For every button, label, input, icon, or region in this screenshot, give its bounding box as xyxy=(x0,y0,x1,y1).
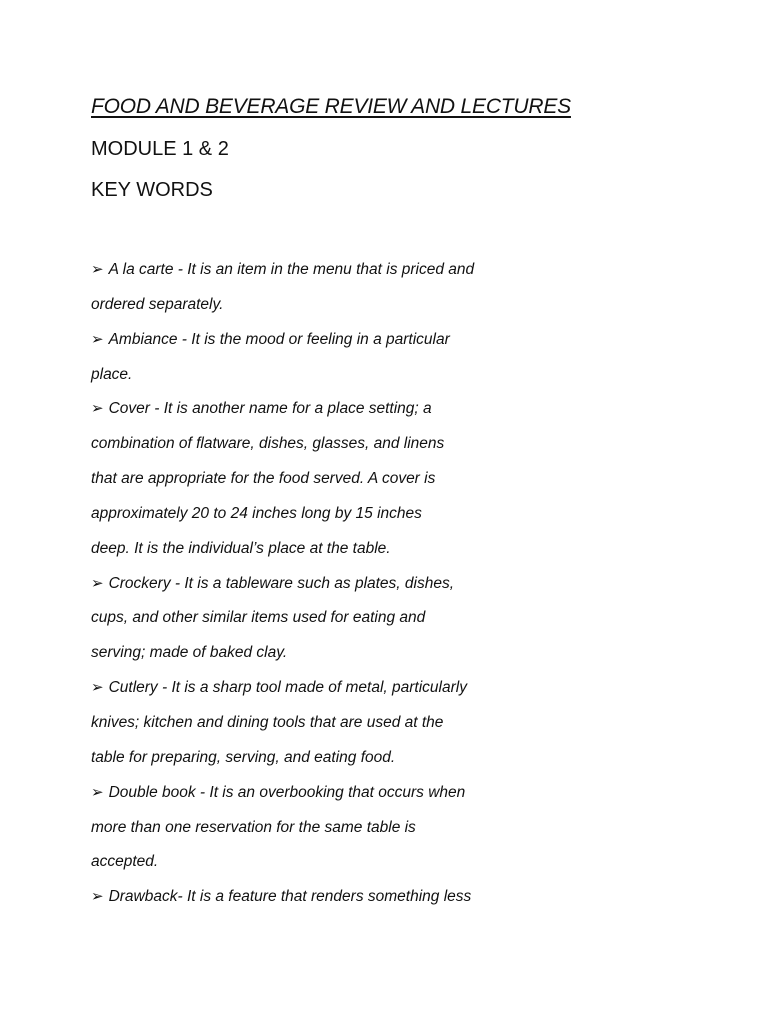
definition-line xyxy=(91,293,691,328)
definition-line-bullet xyxy=(91,328,691,363)
arrow-bullet-icon: ➢ xyxy=(91,679,104,697)
definition-text: place. xyxy=(91,365,133,383)
definition-line xyxy=(91,606,691,641)
definition-line xyxy=(91,537,691,572)
definition-line xyxy=(91,641,691,676)
definition-text: Double book - It is an overbooking that occurs when xyxy=(108,783,466,801)
definition-line-bullet xyxy=(91,258,691,293)
definition-text: knives; kitchen and dining tools that are used at the xyxy=(91,713,444,731)
definition-text: deep. It is the individual’s place at the table. xyxy=(91,539,391,557)
definition-text: combination of flatware, dishes, glasses, and linens xyxy=(91,435,445,453)
definition-line xyxy=(91,746,691,781)
arrow-bullet-icon: ➢ xyxy=(91,574,104,592)
definition-line xyxy=(91,432,691,467)
definition-text: ordered separately. xyxy=(91,295,224,313)
definition-line-bullet xyxy=(91,572,691,607)
arrow-bullet-icon: ➢ xyxy=(91,330,104,348)
definition-text: Crockery - It is a tableware such as plates, dishes, xyxy=(108,574,455,592)
keyword-definitions xyxy=(91,258,691,920)
definition-text: accepted. xyxy=(91,853,159,871)
definition-line-bullet xyxy=(91,397,691,432)
definition-text: A la carte - It is an item in the menu that is priced and xyxy=(108,261,475,278)
definition-text: that are appropriate for the food served. A cover is xyxy=(91,470,436,488)
definition-text: approximately 20 to 24 inches long by 15 inches xyxy=(91,504,422,522)
definition-text: Cutlery - It is a sharp tool made of metal, particularly xyxy=(108,679,467,697)
module-heading: MODULE 1 & 2 xyxy=(91,138,229,160)
definition-text: table for preparing, serving, and eating food. xyxy=(91,748,396,766)
definition-line xyxy=(91,467,691,502)
arrow-bullet-icon: ➢ xyxy=(91,888,104,906)
definition-text: more than one reservation for the same table is xyxy=(91,818,416,836)
definition-text: Cover - It is another name for a place setting; a xyxy=(108,400,432,418)
definition-line xyxy=(91,502,691,537)
definition-line xyxy=(91,816,691,851)
definition-text: serving; made of baked clay. xyxy=(91,644,288,662)
definition-line-bullet xyxy=(91,676,691,711)
section-heading: KEY WORDS xyxy=(91,179,213,201)
definition-line xyxy=(91,711,691,746)
definition-line xyxy=(91,363,691,398)
definition-text: Ambiance - It is the mood or feeling in a particular xyxy=(108,330,450,348)
definition-text: Drawback- It is a feature that renders something less xyxy=(108,888,472,906)
arrow-bullet-icon: ➢ xyxy=(91,783,104,801)
arrow-bullet-icon: ➢ xyxy=(91,261,104,278)
document-title: FOOD AND BEVERAGE REVIEW AND LECTURES xyxy=(91,95,571,118)
definition-text: cups, and other similar items used for eating and xyxy=(91,609,426,627)
arrow-bullet-icon: ➢ xyxy=(91,400,104,418)
definition-line-bullet xyxy=(91,781,691,816)
definition-line xyxy=(91,850,691,885)
definition-line-bullet xyxy=(91,885,691,920)
